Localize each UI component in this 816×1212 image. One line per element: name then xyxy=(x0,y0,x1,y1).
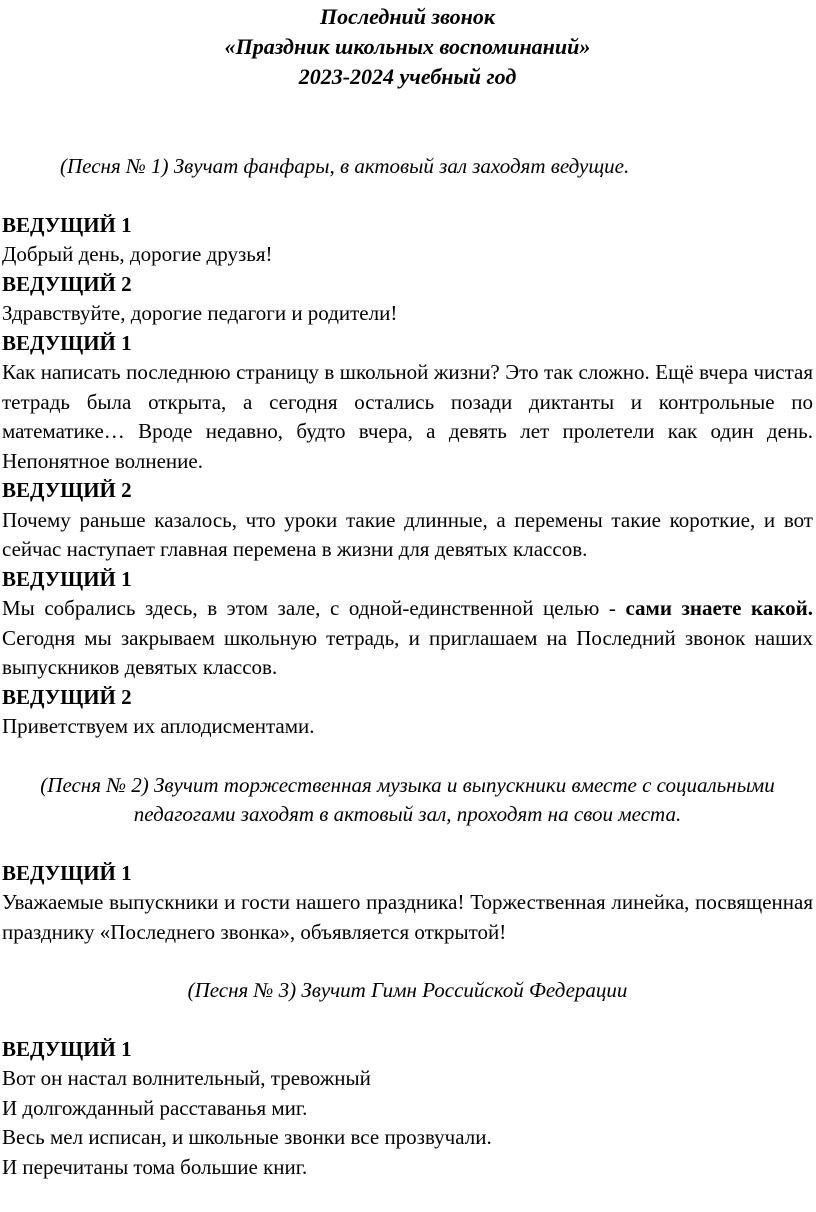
speech-text: Добрый день, дорогие друзья! xyxy=(2,242,273,266)
spacer xyxy=(2,1006,813,1035)
speech-text: Почему раньше казалось, что уроки такие длинные, а перемены такие короткие, и вот сейчас наступает главная перемена в жизни для девятых классов. xyxy=(2,507,813,561)
verse-line: Весь мел исписан, и школьные звонки все прозвучали. xyxy=(2,1125,492,1149)
speaker-label: ВЕДУЩИЙ 2 xyxy=(2,684,132,709)
speech-text-part: Сегодня мы закрываем школьную тетрадь, и приглашаем на Последний звонок наших выпускников девятых классов. xyxy=(2,625,813,679)
speaker-label: ВЕДУЩИЙ 1 xyxy=(2,566,132,591)
title-line-2: «Праздник школьных воспоминаний» xyxy=(224,34,591,59)
speech-text-part: Мы собрались здесь, в этом зале, с одной-единственной целью - xyxy=(2,596,616,620)
spacer xyxy=(2,92,813,152)
speaker-label: ВЕДУЩИЙ 1 xyxy=(2,330,132,355)
title-block xyxy=(2,0,813,92)
speaker-label: ВЕДУЩИЙ 1 xyxy=(2,860,132,885)
speech-text: Приветствуем их аплодисментами. xyxy=(2,714,315,738)
spacer xyxy=(2,830,813,859)
speech-text: Как написать последнюю страницу в школьной жизни? Это так сложно. Ещё вчера чистая тетрадь была открыта, а сегодня остались позади диктанты и контрольные по математике… Вроде недавно, будто вчера, а девять лет пролетели как один день. Непонятное волнение. xyxy=(2,360,813,473)
stage-direction-2: (Песня № 2) Звучит торжественная музыка и выпускники вместе с социальными педагогами заходят в актовый зал, проходят на свои места. xyxy=(40,772,775,826)
speaker-label: ВЕДУЩИЙ 2 xyxy=(2,478,132,502)
speech-text-bold: сами знаете какой. xyxy=(625,596,813,620)
title-line-1: Последний звонок xyxy=(320,4,495,29)
verse-line: Вот он настал волнительный, тревожный xyxy=(2,1066,371,1090)
speech-text: Здравствуйте, дорогие педагоги и родители! xyxy=(2,301,398,325)
stage-direction-3: (Песня № 3) Звучит Гимн Российской Федерации xyxy=(187,978,628,1002)
speaker-label: ВЕДУЩИЙ 1 xyxy=(2,1036,132,1061)
spacer xyxy=(2,182,813,211)
speech-text-mixed xyxy=(2,594,813,683)
speech-text: Уважаемые выпускники и гости нашего праздника! Торжественная линейка, посвященная празднику «Последнего звонка», объявляется открытой! xyxy=(2,890,813,944)
stage-direction-1: (Песня № 1) Звучат фанфары, в актовый зал заходят ведущие. xyxy=(60,154,630,178)
verse-line: И перечитаны тома большие книг. xyxy=(2,1154,308,1179)
spacer xyxy=(2,947,813,976)
title-line-3: 2023-2024 учебный год xyxy=(298,64,517,89)
verse-line: И долгожданный расставанья миг. xyxy=(2,1095,308,1120)
spacer xyxy=(2,742,813,771)
speaker-label: ВЕДУЩИЙ 2 xyxy=(2,271,132,296)
speaker-label: ВЕДУЩИЙ 1 xyxy=(2,212,132,237)
